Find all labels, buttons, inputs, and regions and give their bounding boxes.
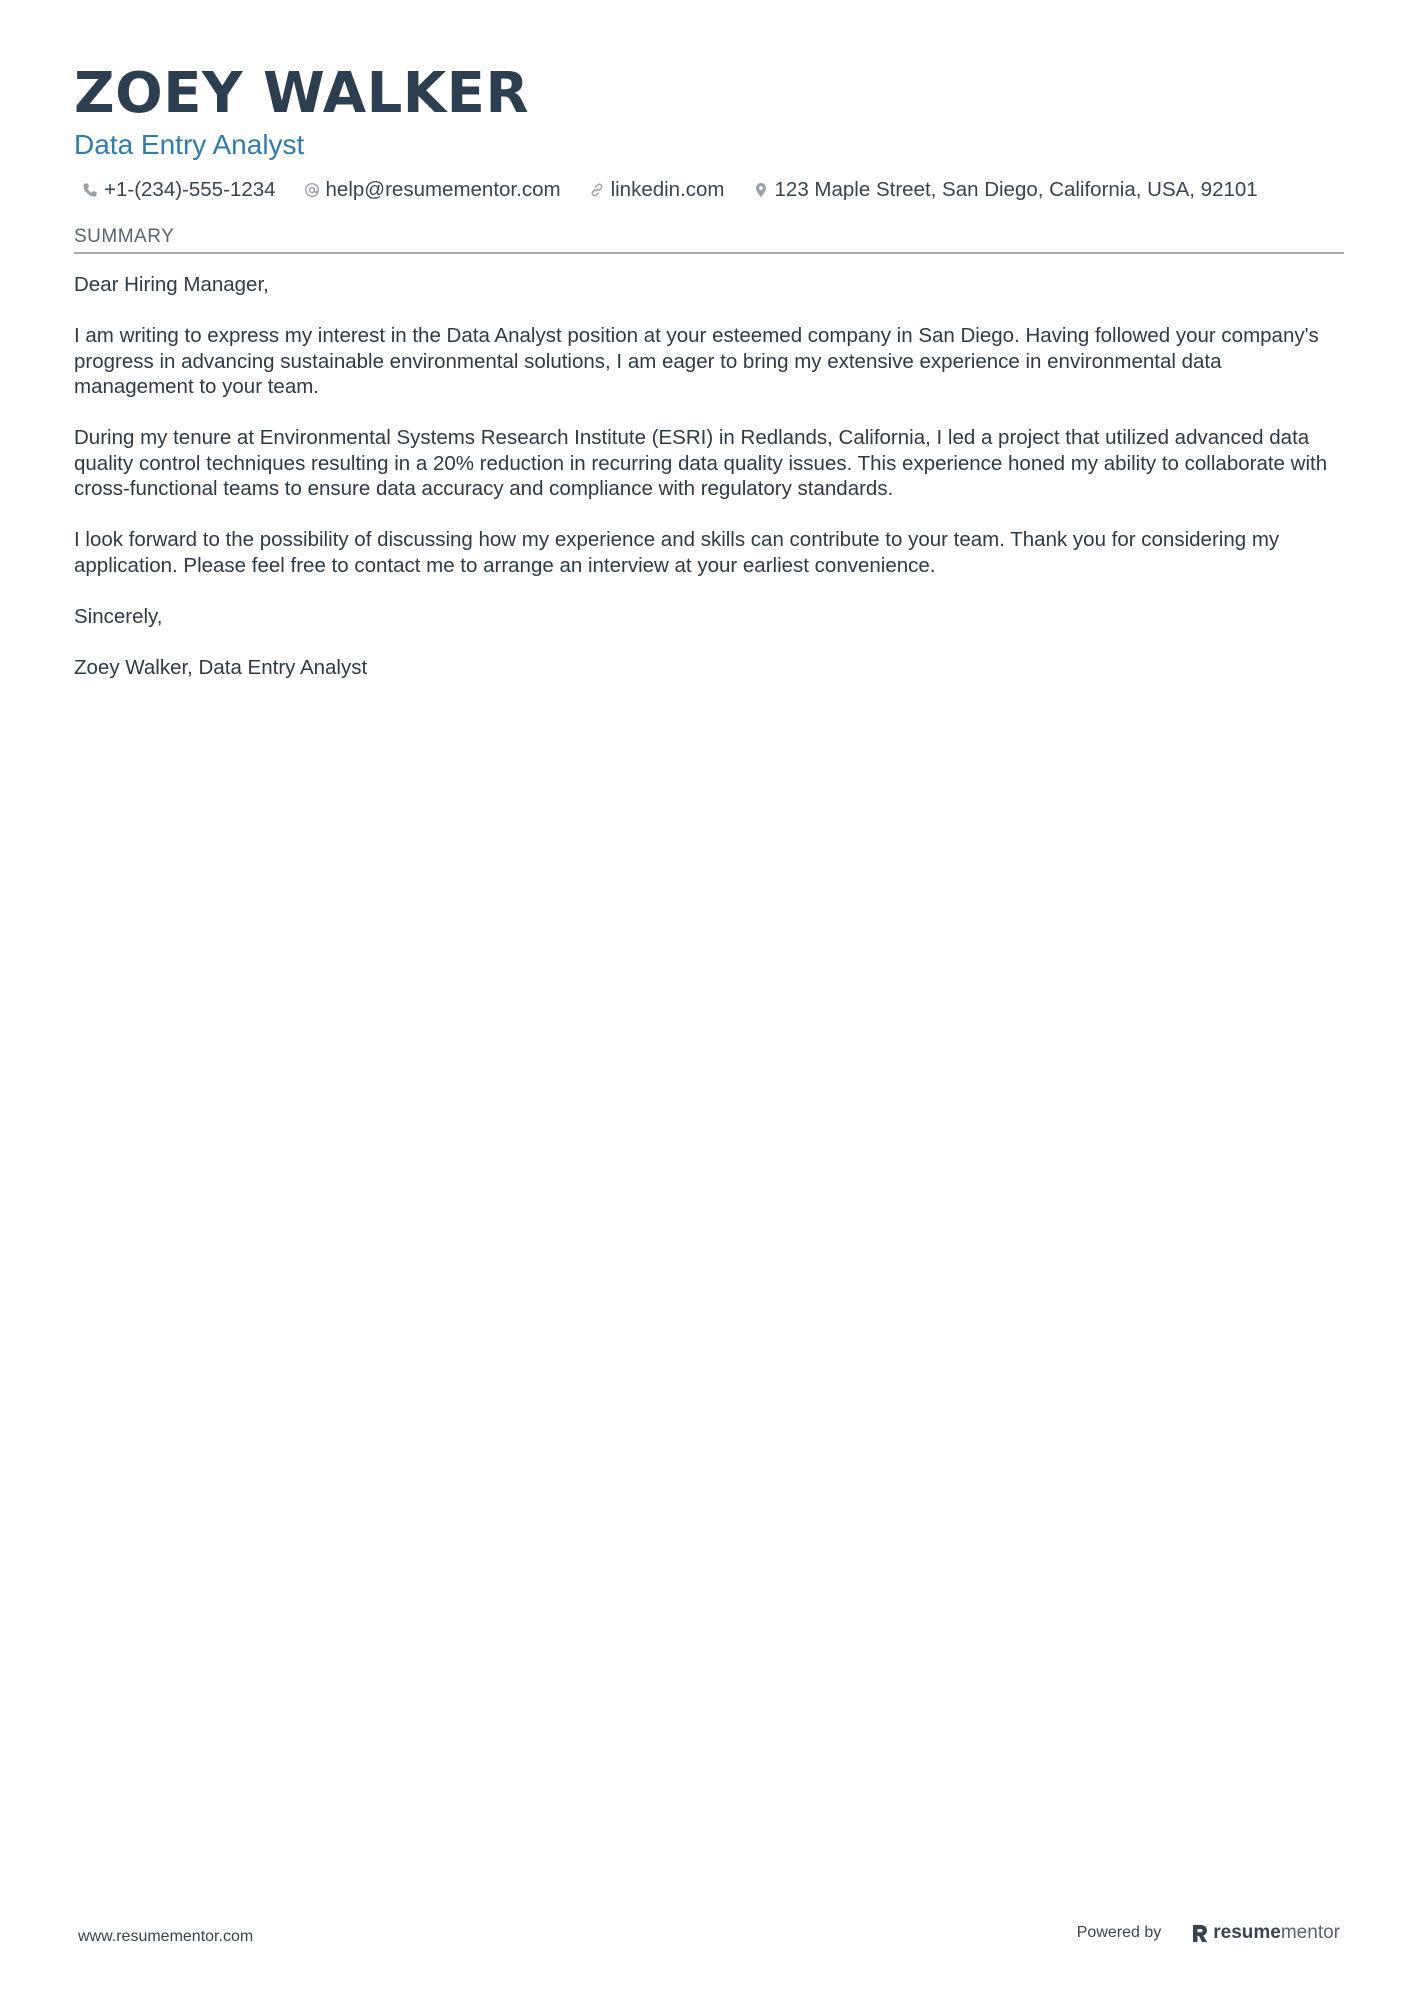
contact-address-text: 123 Maple Street, San Diego, California, USA, 92101	[774, 178, 1258, 201]
brand-name-light: mentor	[1280, 1922, 1340, 1943]
link-icon	[587, 180, 607, 200]
contact-address	[751, 178, 1258, 202]
contact-linkedin	[587, 178, 725, 202]
footer-branding	[1077, 1922, 1340, 1944]
closing: Sincerely,	[74, 604, 163, 628]
brand-logo[interactable]	[1191, 1922, 1340, 1944]
candidate-title: Data Entry Analyst	[74, 129, 305, 160]
resumementor-logo-icon	[1191, 1923, 1209, 1943]
letter-paragraph: I look forward to the possibility of discussing how my experience and skills can contribute to your team. Thank you for considering my application. Please feel free to contact me to arrange an interview at your earliest convenience.	[74, 528, 1280, 577]
phone-icon	[80, 180, 100, 200]
contact-phone-text[interactable]: +1-(234)-555-1234	[104, 178, 276, 201]
signature: Zoey Walker, Data Entry Analyst	[74, 655, 368, 679]
brand-name-bold: resume	[1213, 1922, 1281, 1943]
salutation: Dear Hiring Manager,	[74, 273, 269, 296]
summary-section-header	[74, 226, 1344, 254]
powered-by-label: Powered by	[1076, 1924, 1162, 1941]
letter-body	[74, 272, 1344, 706]
location-pin-icon	[751, 180, 771, 200]
contact-linkedin-text[interactable]: linkedin.com	[610, 178, 725, 201]
contact-email-text[interactable]: help@resumementor.com	[325, 178, 561, 201]
contact-bar	[80, 178, 1344, 202]
at-icon	[302, 180, 322, 200]
contact-phone	[80, 178, 276, 202]
footer-website[interactable]: www.resumementor.com	[78, 1928, 254, 1945]
header	[74, 58, 1344, 202]
letter-paragraph: I am writing to express my interest in the Data Analyst position at your esteemed company in San Diego. Having followed your company's progress in advancing sustainable environmental solutions, I am eager to bring my extensive experience in environmental data management to your team.	[74, 324, 1319, 398]
candidate-name: ZOEY WALKER	[74, 61, 530, 126]
letter-paragraph: During my tenure at Environmental Systems Research Institute (ESRI) in Redlands, California, I led a project that utilized advanced data quality control techniques resulting in a 20% reduction in recurring data quality issues. This experience honed my ability to collaborate with cross-functional teams to ensure data accuracy and compliance with regulatory standards.	[74, 426, 1328, 500]
contact-email	[302, 178, 561, 202]
section-title: SUMMARY	[74, 226, 175, 247]
